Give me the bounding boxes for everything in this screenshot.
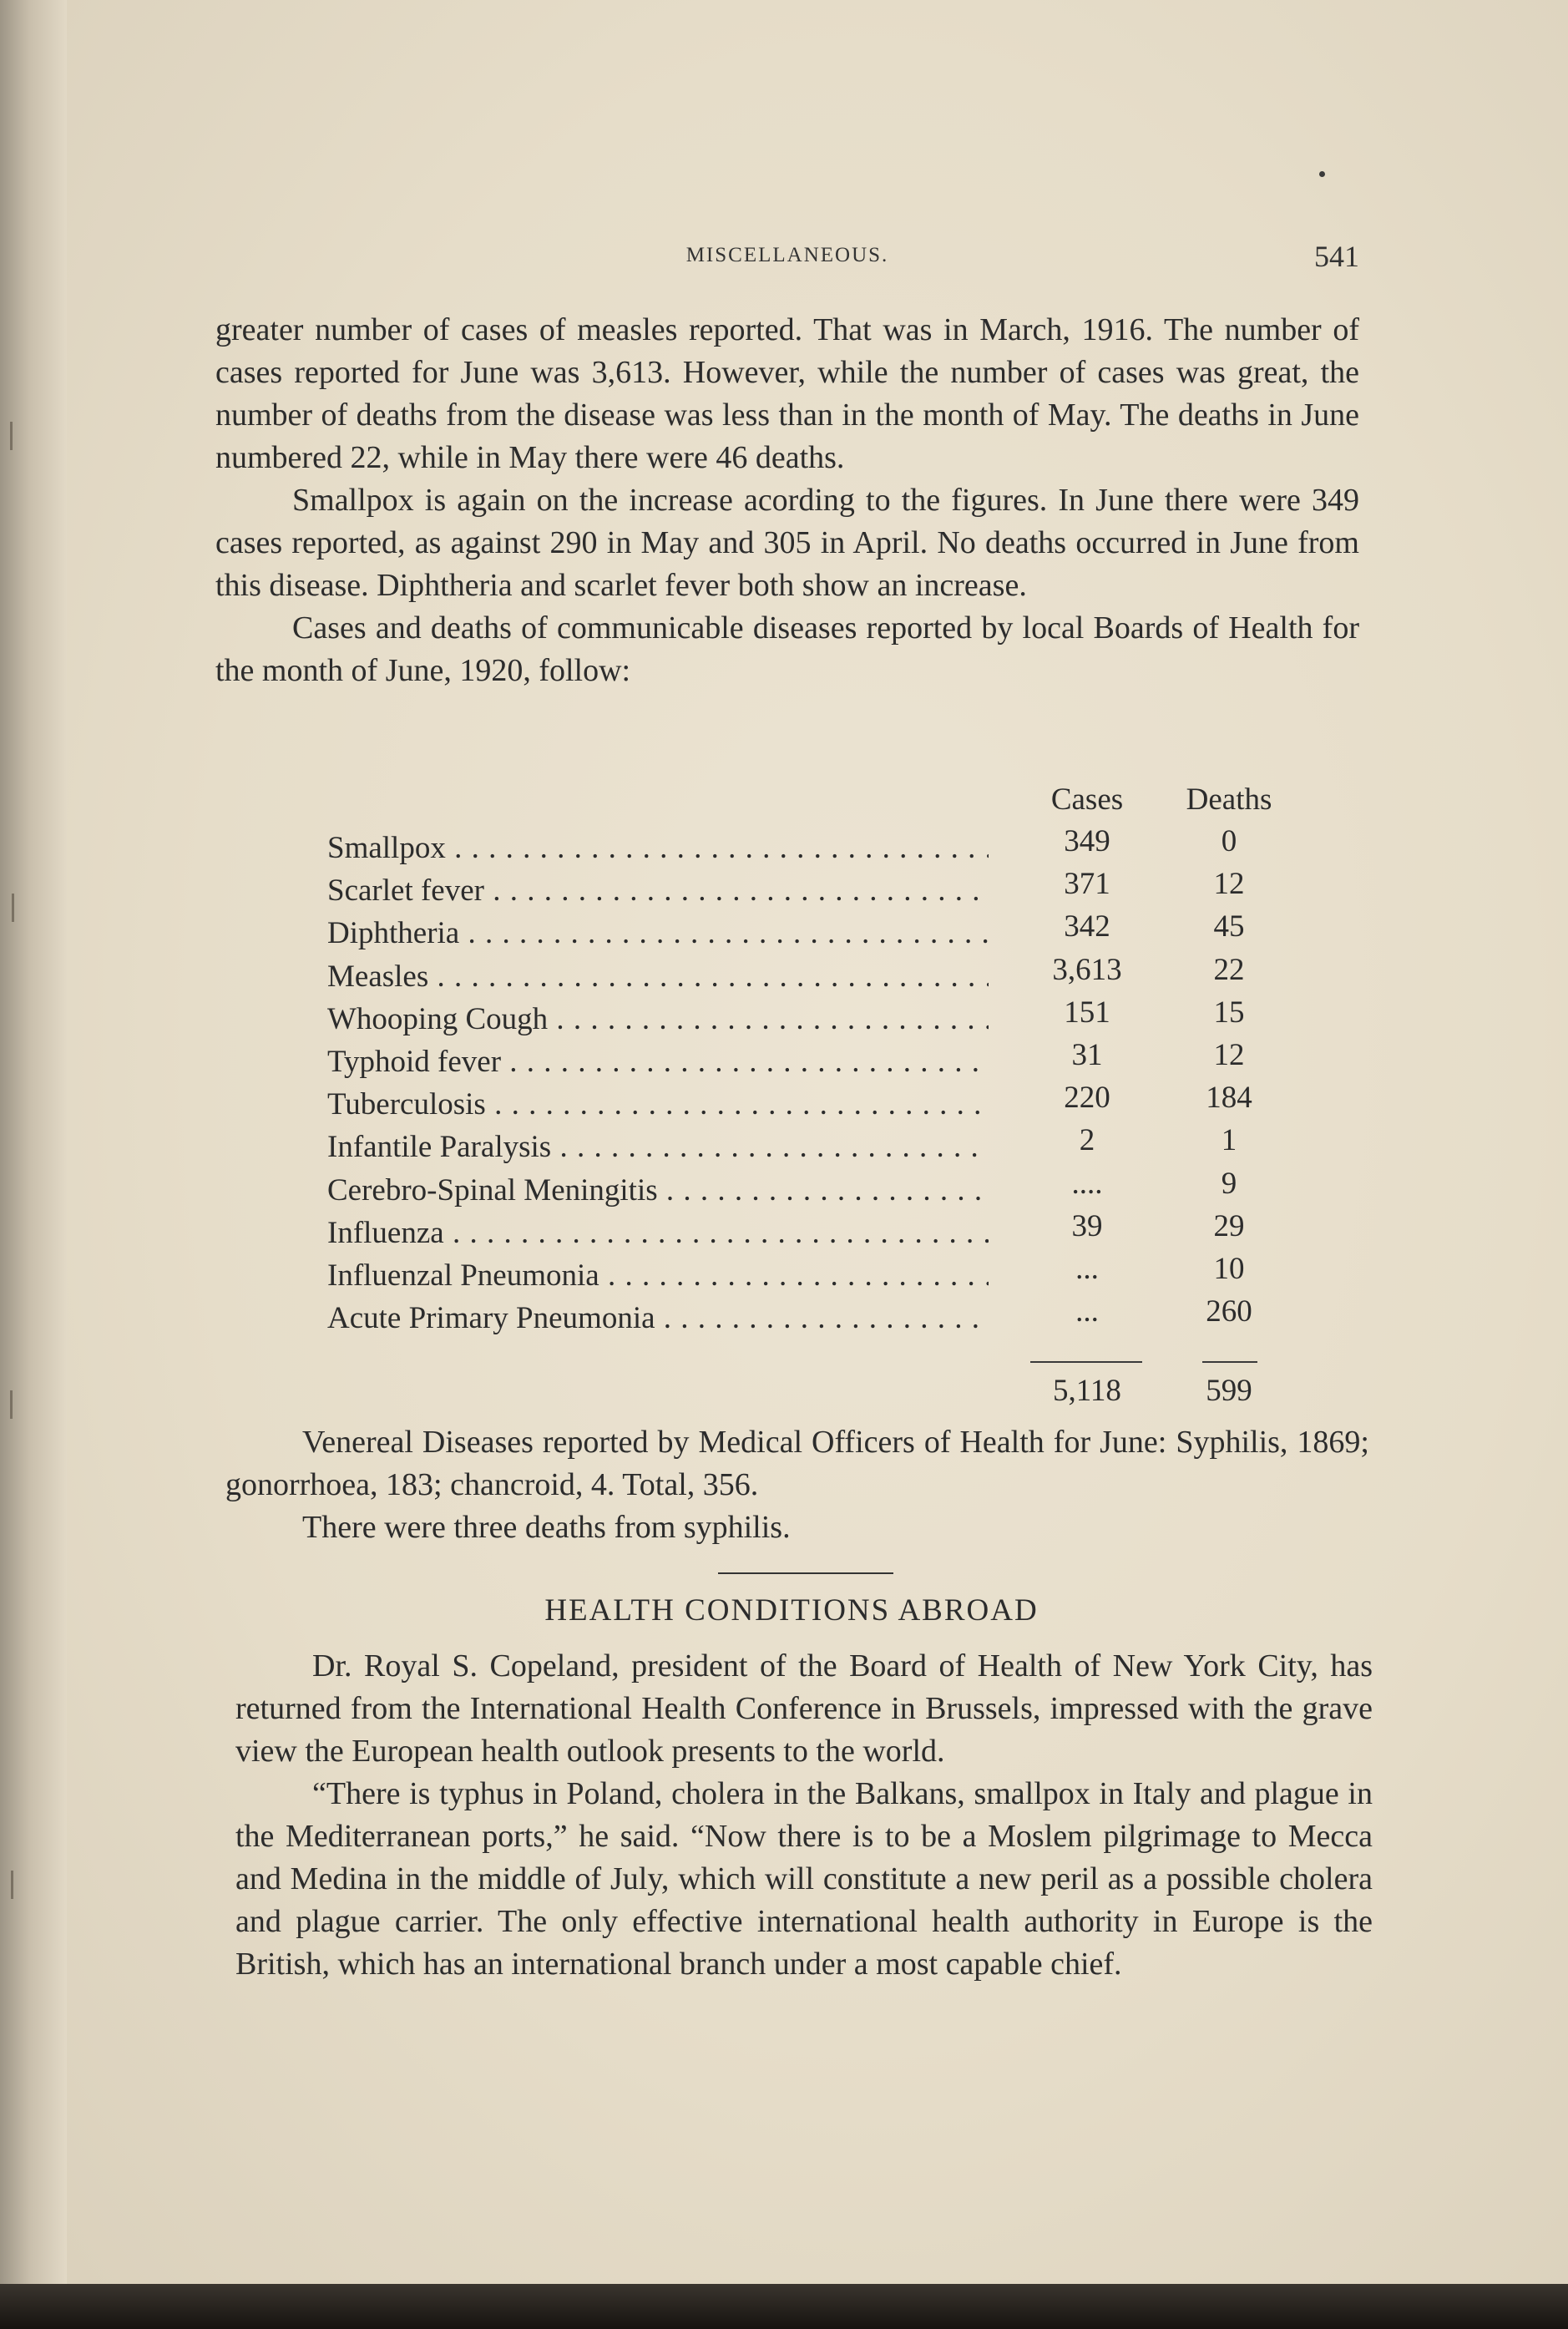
table-row bbox=[327, 909, 1279, 951]
table-row bbox=[327, 1166, 1279, 1208]
deaths-value: 9 bbox=[1221, 1166, 1237, 1201]
total-rule-cases bbox=[1030, 1361, 1142, 1363]
cases-value: 349 bbox=[1064, 824, 1110, 858]
table-row bbox=[327, 1251, 1279, 1294]
disease-name: Diphtheria . . . bbox=[327, 915, 989, 951]
column-header-cases: Cases bbox=[1050, 782, 1124, 817]
table-header bbox=[327, 782, 1279, 823]
table-row bbox=[327, 952, 1279, 995]
disease-name: Scarlet fever . . . bbox=[327, 873, 989, 909]
cases-value: 371 bbox=[1064, 867, 1110, 902]
intro-text bbox=[215, 309, 1359, 692]
paragraph: “There is typhus in Poland, cholera in the Balkans, smallpox in Italy and plague in the Mediterranean ports,” he said. “Now there is to be a Moslem pilgrimage to Mecca and Medina in the middle of July, which will constitute a new peril as a possible cholera and plague carrier. The only effective international health authority in Europe is the British, which has an international branch under a most capable chief. bbox=[235, 1776, 1373, 1982]
page-number: 541 bbox=[1314, 240, 1359, 273]
cases-value: 3,613 bbox=[1052, 952, 1122, 987]
paragraph: Dr. Royal S. Copeland, president of the Board of Health of New York City, has returned from the International Health Conference in Brussels, impressed with the grave view the European health outlook presents to the world. bbox=[235, 1648, 1373, 1769]
paragraph: greater number of cases of measles reported. That was in March, 1916. The number of cases reported for June was 3,613. However, while the number of cases was great, the number of deaths from the disease was less than in the month of May. The deaths in June numbered 22, while in May there were 46 deaths. bbox=[215, 312, 1359, 475]
disease-name: Tuberculosis . . . bbox=[327, 1086, 989, 1122]
deaths-value: 260 bbox=[1206, 1294, 1252, 1329]
disease-name: Whooping Cough . . . bbox=[327, 1001, 989, 1037]
section-text bbox=[235, 1645, 1373, 1986]
margin-mark bbox=[12, 894, 14, 922]
disease-name: Measles . . . bbox=[327, 959, 989, 995]
disease-table bbox=[327, 782, 1279, 1418]
ink-dot-mark bbox=[1319, 171, 1325, 177]
cases-value: ... bbox=[1075, 1251, 1099, 1286]
paragraph: Cases and deaths of communicable diseases reported by local Boards of Health for the month of June, 1920, follow: bbox=[215, 610, 1359, 688]
deaths-value: 12 bbox=[1213, 1037, 1245, 1072]
margin-mark bbox=[10, 422, 13, 450]
page-spine-shadow bbox=[0, 0, 67, 2329]
deaths-value: 22 bbox=[1213, 952, 1245, 987]
disease-name: Smallpox . . . bbox=[327, 830, 989, 866]
table-row bbox=[327, 1037, 1279, 1080]
table-row bbox=[327, 823, 1279, 866]
table-row bbox=[327, 1294, 1279, 1336]
deaths-value: 15 bbox=[1213, 995, 1245, 1030]
table-row bbox=[327, 866, 1279, 909]
disease-name: Typhoid fever . . . bbox=[327, 1044, 989, 1080]
section-divider bbox=[718, 1572, 893, 1574]
cases-value: 31 bbox=[1071, 1037, 1103, 1072]
total-deaths: 599 bbox=[1206, 1374, 1252, 1409]
cases-value: 2 bbox=[1079, 1123, 1095, 1158]
section-heading: HEALTH CONDITIONS ABROAD bbox=[544, 1593, 1039, 1628]
total-rule-deaths bbox=[1202, 1361, 1257, 1363]
deaths-value: 184 bbox=[1206, 1081, 1252, 1116]
disease-name: Cerebro-Spinal Meningitis . . . bbox=[327, 1172, 989, 1208]
venereal-text bbox=[225, 1421, 1369, 1549]
disease-name: Influenzal Pneumonia . . . bbox=[327, 1258, 989, 1294]
paragraph: Smallpox is again on the increase acording to the figures. In June there were 349 cases reported, as against 290 in May and 305 in April. No deaths occurred in June from this disease. Diphtheria and scarlet fever both show an increase. bbox=[215, 483, 1359, 603]
page-bottom-edge bbox=[0, 2284, 1568, 2329]
disease-name: Infantile Paralysis . . . bbox=[327, 1129, 989, 1165]
paragraph: Venereal Diseases reported by Medical Officers of Health for June: Syphilis, 1869; gonorrhoea, 183; chancroid, 4. Total, 356. bbox=[225, 1425, 1369, 1502]
table-row bbox=[327, 1208, 1279, 1251]
cases-value: ... bbox=[1075, 1294, 1099, 1329]
deaths-value: 10 bbox=[1213, 1251, 1245, 1286]
deaths-value: 45 bbox=[1213, 909, 1245, 944]
cases-value: 151 bbox=[1064, 995, 1110, 1030]
total-cases: 5,118 bbox=[1053, 1374, 1121, 1409]
margin-mark bbox=[10, 1390, 13, 1419]
column-header-deaths: Deaths bbox=[1186, 782, 1272, 817]
margin-mark bbox=[11, 1871, 13, 1899]
deaths-value: 0 bbox=[1221, 824, 1237, 858]
cases-value: 342 bbox=[1064, 909, 1110, 944]
running-head bbox=[215, 239, 1359, 281]
cases-value: .... bbox=[1071, 1166, 1103, 1201]
disease-name: Influenza . . . bbox=[327, 1215, 989, 1251]
table-row bbox=[327, 1080, 1279, 1122]
deaths-value: 1 bbox=[1221, 1123, 1237, 1158]
deaths-value: 29 bbox=[1213, 1208, 1245, 1243]
total-rules bbox=[327, 1336, 1279, 1373]
totals-row bbox=[327, 1373, 1279, 1418]
cases-value: 220 bbox=[1064, 1081, 1110, 1116]
paragraph: There were three deaths from syphilis. bbox=[302, 1510, 791, 1545]
deaths-value: 12 bbox=[1213, 867, 1245, 902]
cases-value: 39 bbox=[1071, 1208, 1103, 1243]
table-row bbox=[327, 1122, 1279, 1165]
header-title: MISCELLANEOUS. bbox=[685, 244, 889, 266]
table-row bbox=[327, 995, 1279, 1037]
disease-name: Acute Primary Pneumonia . . . bbox=[327, 1300, 989, 1336]
